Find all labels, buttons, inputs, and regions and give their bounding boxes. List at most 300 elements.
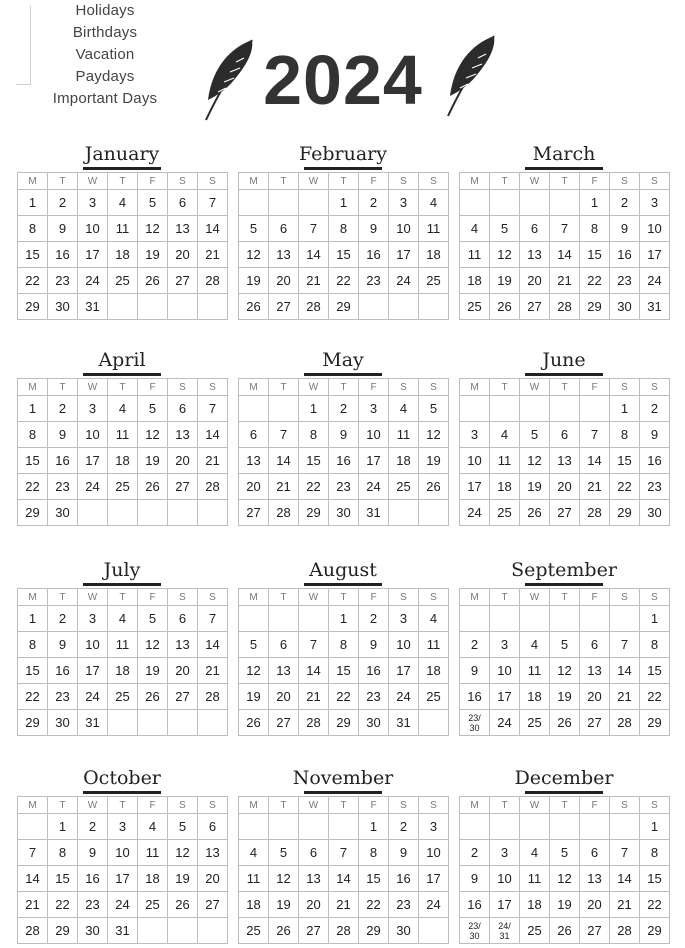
day-cell: 11 (108, 216, 138, 242)
empty-day-cell (108, 500, 138, 526)
day-cell: 13 (269, 242, 299, 268)
day-cell: 12 (550, 866, 580, 892)
day-cell: 29 (359, 918, 389, 944)
day-cell: 16 (48, 448, 78, 474)
month-underline (525, 583, 603, 586)
month-days-grid (238, 588, 449, 736)
empty-day-cell (108, 294, 138, 320)
day-cell: 29 (640, 918, 670, 944)
day-cell: 19 (138, 658, 168, 684)
day-cell: 18 (419, 242, 449, 268)
weekday-header: S (419, 379, 449, 396)
day-cell: 4 (108, 190, 138, 216)
month-name: March (532, 143, 596, 165)
day-cell: 4 (389, 396, 419, 422)
day-cell: 2 (460, 840, 490, 866)
day-cell: 18 (520, 684, 550, 710)
day-cell: 13 (580, 866, 610, 892)
day-cell: 23 (48, 684, 78, 710)
day-cell: 10 (490, 866, 520, 892)
day-cell: 6 (580, 840, 610, 866)
day-cell: 9 (460, 658, 490, 684)
day-cell: 7 (18, 840, 48, 866)
day-cell: 13 (168, 632, 198, 658)
day-cell: 15 (299, 448, 329, 474)
day-cell: 25 (108, 474, 138, 500)
day-cell: 23 (389, 892, 419, 918)
weekday-header: S (419, 173, 449, 190)
day-cell: 4 (419, 606, 449, 632)
day-cell: 25 (389, 474, 419, 500)
day-cell: 23/ 30 (460, 918, 490, 944)
month-days-grid (238, 172, 449, 320)
empty-day-cell (299, 606, 329, 632)
legend-item-vacation: Vacation (75, 46, 135, 63)
day-cell: 6 (520, 216, 550, 242)
weekday-header: S (419, 797, 449, 814)
day-cell: 11 (389, 422, 419, 448)
day-cell: 17 (389, 658, 419, 684)
day-cell: 22 (640, 684, 670, 710)
day-cell: 6 (580, 632, 610, 658)
day-cell: 22 (610, 474, 640, 500)
weekday-header: S (419, 589, 449, 606)
day-cell: 6 (269, 632, 299, 658)
empty-day-cell (550, 190, 580, 216)
empty-day-cell (580, 396, 610, 422)
day-cell: 30 (640, 500, 670, 526)
day-cell: 29 (18, 500, 48, 526)
day-cell: 12 (550, 658, 580, 684)
day-cell: 9 (48, 216, 78, 242)
day-cell: 19 (550, 892, 580, 918)
day-cell: 30 (610, 294, 640, 320)
day-cell: 3 (108, 814, 138, 840)
day-cell: 19 (550, 684, 580, 710)
weekday-header: M (460, 589, 490, 606)
month-name: October (83, 767, 161, 789)
day-cell: 23 (640, 474, 670, 500)
day-cell: 13 (168, 216, 198, 242)
day-cell: 30 (329, 500, 359, 526)
day-cell: 23 (329, 474, 359, 500)
weekday-header: S (198, 797, 228, 814)
day-cell: 20 (580, 892, 610, 918)
weekday-header: M (18, 589, 48, 606)
day-cell: 17 (78, 658, 108, 684)
day-cell: 31 (108, 918, 138, 944)
month-days-grid (459, 172, 670, 320)
weekday-header: M (239, 797, 269, 814)
day-cell: 11 (108, 422, 138, 448)
day-cell: 10 (78, 216, 108, 242)
day-cell: 11 (239, 866, 269, 892)
day-cell: 4 (460, 216, 490, 242)
day-cell: 29 (18, 294, 48, 320)
day-cell: 22 (299, 474, 329, 500)
day-cell: 28 (329, 918, 359, 944)
day-cell: 14 (198, 422, 228, 448)
empty-day-cell (269, 814, 299, 840)
weekday-header: M (239, 173, 269, 190)
day-cell: 3 (419, 814, 449, 840)
day-cell: 16 (48, 242, 78, 268)
day-cell: 15 (18, 448, 48, 474)
day-cell: 9 (48, 632, 78, 658)
day-cell: 26 (138, 474, 168, 500)
empty-day-cell (460, 606, 490, 632)
day-cell: 7 (580, 422, 610, 448)
day-cell: 10 (389, 632, 419, 658)
day-cell: 8 (640, 632, 670, 658)
weekday-header: S (198, 589, 228, 606)
weekday-header: S (168, 173, 198, 190)
month-name: January (84, 143, 160, 165)
day-cell: 17 (359, 448, 389, 474)
weekday-header: T (329, 379, 359, 396)
weekday-header: W (520, 589, 550, 606)
day-cell: 20 (580, 684, 610, 710)
day-cell: 21 (550, 268, 580, 294)
month-underline (304, 373, 382, 376)
day-cell: 14 (198, 216, 228, 242)
empty-day-cell (269, 190, 299, 216)
weekday-header: M (239, 589, 269, 606)
day-cell: 21 (198, 658, 228, 684)
empty-day-cell (490, 396, 520, 422)
day-cell: 24 (78, 268, 108, 294)
day-cell: 1 (329, 606, 359, 632)
weekday-header: W (299, 589, 329, 606)
empty-day-cell (168, 500, 198, 526)
day-cell: 10 (389, 216, 419, 242)
weekday-header: M (18, 797, 48, 814)
day-cell: 16 (359, 658, 389, 684)
month-underline (525, 167, 603, 170)
weekday-header: T (329, 797, 359, 814)
day-cell: 16 (460, 684, 490, 710)
feather-left-icon (200, 38, 260, 122)
day-cell: 22 (18, 474, 48, 500)
empty-day-cell (550, 606, 580, 632)
day-cell: 8 (329, 216, 359, 242)
day-cell: 9 (389, 840, 419, 866)
day-cell: 2 (48, 606, 78, 632)
day-cell: 5 (239, 632, 269, 658)
legend-item-paydays: Paydays (75, 68, 135, 85)
day-cell: 16 (610, 242, 640, 268)
empty-day-cell (460, 190, 490, 216)
day-cell: 18 (419, 658, 449, 684)
day-cell: 3 (389, 606, 419, 632)
day-cell: 20 (168, 448, 198, 474)
weekday-header: S (198, 379, 228, 396)
day-cell: 16 (460, 892, 490, 918)
day-cell: 15 (640, 866, 670, 892)
day-cell: 21 (198, 242, 228, 268)
day-cell: 24 (389, 268, 419, 294)
day-cell: 7 (610, 632, 640, 658)
day-cell: 1 (18, 606, 48, 632)
day-cell: 2 (78, 814, 108, 840)
weekday-header: M (460, 173, 490, 190)
day-cell: 18 (239, 892, 269, 918)
day-cell: 20 (168, 242, 198, 268)
day-cell: 19 (520, 474, 550, 500)
day-cell: 21 (580, 474, 610, 500)
empty-day-cell (550, 814, 580, 840)
day-cell: 26 (239, 294, 269, 320)
day-cell: 21 (329, 892, 359, 918)
day-cell: 8 (48, 840, 78, 866)
day-cell: 16 (48, 658, 78, 684)
day-cell: 25 (520, 918, 550, 944)
day-cell: 19 (138, 448, 168, 474)
day-cell: 18 (520, 892, 550, 918)
day-cell: 10 (490, 658, 520, 684)
empty-day-cell (138, 710, 168, 736)
day-cell: 29 (299, 500, 329, 526)
weekday-header: T (329, 173, 359, 190)
day-cell: 20 (198, 866, 228, 892)
day-cell: 23 (78, 892, 108, 918)
day-cell: 25 (138, 892, 168, 918)
day-cell: 30 (78, 918, 108, 944)
day-cell: 5 (138, 190, 168, 216)
day-cell: 12 (239, 658, 269, 684)
day-cell: 18 (138, 866, 168, 892)
day-cell: 22 (359, 892, 389, 918)
day-cell: 3 (78, 606, 108, 632)
day-cell: 28 (18, 918, 48, 944)
weekday-header: W (78, 589, 108, 606)
day-cell: 25 (520, 710, 550, 736)
weekday-header: T (490, 797, 520, 814)
day-cell: 29 (48, 918, 78, 944)
day-cell: 22 (48, 892, 78, 918)
empty-day-cell (419, 500, 449, 526)
weekday-header: F (138, 589, 168, 606)
month-name: December (514, 767, 614, 789)
weekday-header: W (78, 379, 108, 396)
day-cell: 14 (610, 658, 640, 684)
day-cell: 18 (490, 474, 520, 500)
day-cell: 11 (419, 216, 449, 242)
empty-day-cell (419, 294, 449, 320)
day-cell: 24 (460, 500, 490, 526)
day-cell: 6 (269, 216, 299, 242)
weekday-header: W (520, 379, 550, 396)
month-name: July (103, 559, 141, 581)
day-cell: 18 (460, 268, 490, 294)
empty-day-cell (198, 710, 228, 736)
day-cell: 20 (269, 684, 299, 710)
day-cell: 28 (198, 268, 228, 294)
day-cell: 17 (460, 474, 490, 500)
empty-day-cell (389, 294, 419, 320)
day-cell: 4 (520, 632, 550, 658)
month-days-grid (17, 588, 228, 736)
day-cell: 1 (299, 396, 329, 422)
empty-day-cell (490, 606, 520, 632)
day-cell: 18 (108, 448, 138, 474)
year-title: 2024 (263, 41, 423, 119)
day-cell: 4 (419, 190, 449, 216)
day-cell: 8 (610, 422, 640, 448)
day-cell: 5 (490, 216, 520, 242)
day-cell: 3 (78, 190, 108, 216)
day-cell: 17 (640, 242, 670, 268)
weekday-header: W (299, 379, 329, 396)
month-name: November (292, 767, 394, 789)
empty-day-cell (550, 396, 580, 422)
day-cell: 27 (520, 294, 550, 320)
day-cell: 15 (610, 448, 640, 474)
day-cell: 21 (299, 268, 329, 294)
day-cell: 15 (359, 866, 389, 892)
empty-day-cell (198, 500, 228, 526)
day-cell: 3 (389, 190, 419, 216)
day-cell: 14 (299, 242, 329, 268)
day-cell: 1 (48, 814, 78, 840)
day-cell: 25 (108, 684, 138, 710)
day-cell: 1 (329, 190, 359, 216)
empty-day-cell (239, 814, 269, 840)
day-cell: 5 (269, 840, 299, 866)
day-cell: 23/ 30 (460, 710, 490, 736)
day-cell: 3 (490, 840, 520, 866)
day-cell: 2 (640, 396, 670, 422)
empty-day-cell (520, 396, 550, 422)
weekday-header: S (168, 589, 198, 606)
day-cell: 19 (269, 892, 299, 918)
day-cell: 20 (299, 892, 329, 918)
empty-day-cell (299, 190, 329, 216)
month-underline (304, 583, 382, 586)
weekday-header: W (299, 797, 329, 814)
day-cell: 2 (48, 396, 78, 422)
day-cell: 14 (198, 632, 228, 658)
day-cell: 20 (269, 268, 299, 294)
empty-day-cell (419, 710, 449, 736)
day-cell: 10 (640, 216, 670, 242)
day-cell: 17 (78, 242, 108, 268)
day-cell: 25 (419, 684, 449, 710)
day-cell: 9 (610, 216, 640, 242)
day-cell: 26 (550, 710, 580, 736)
empty-day-cell (138, 294, 168, 320)
day-cell: 12 (419, 422, 449, 448)
weekday-header: T (48, 379, 78, 396)
day-cell: 2 (359, 606, 389, 632)
day-cell: 24 (359, 474, 389, 500)
weekday-header: T (550, 589, 580, 606)
day-cell: 7 (610, 840, 640, 866)
day-cell: 4 (490, 422, 520, 448)
day-cell: 19 (490, 268, 520, 294)
day-cell: 28 (610, 710, 640, 736)
day-cell: 7 (329, 840, 359, 866)
day-cell: 16 (389, 866, 419, 892)
day-cell: 26 (269, 918, 299, 944)
weekday-header: F (359, 589, 389, 606)
day-cell: 5 (419, 396, 449, 422)
day-cell: 19 (419, 448, 449, 474)
weekday-header: T (108, 589, 138, 606)
day-cell: 17 (490, 684, 520, 710)
day-cell: 18 (108, 242, 138, 268)
day-cell: 1 (580, 190, 610, 216)
day-cell: 12 (138, 632, 168, 658)
day-cell: 11 (138, 840, 168, 866)
day-cell: 26 (138, 684, 168, 710)
weekday-header: W (520, 797, 550, 814)
day-cell: 8 (640, 840, 670, 866)
empty-day-cell (78, 500, 108, 526)
day-cell: 7 (550, 216, 580, 242)
day-cell: 23 (48, 474, 78, 500)
day-cell: 15 (640, 658, 670, 684)
day-cell: 22 (580, 268, 610, 294)
day-cell: 28 (198, 474, 228, 500)
day-cell: 1 (610, 396, 640, 422)
day-cell: 8 (299, 422, 329, 448)
weekday-header: F (580, 797, 610, 814)
weekday-header: F (580, 379, 610, 396)
weekday-header: W (520, 173, 550, 190)
empty-day-cell (269, 396, 299, 422)
day-cell: 6 (168, 396, 198, 422)
day-cell: 15 (329, 658, 359, 684)
day-cell: 12 (168, 840, 198, 866)
day-cell: 15 (48, 866, 78, 892)
day-cell: 28 (299, 710, 329, 736)
month-name: April (98, 349, 146, 371)
month-days-grid (459, 378, 670, 526)
feather-right-icon (440, 34, 500, 118)
day-cell: 14 (610, 866, 640, 892)
day-cell: 23 (610, 268, 640, 294)
month-underline (83, 373, 161, 376)
empty-day-cell (299, 814, 329, 840)
day-cell: 12 (269, 866, 299, 892)
day-cell: 23 (48, 268, 78, 294)
day-cell: 29 (640, 710, 670, 736)
legend-item-important-days: Important Days (52, 90, 158, 107)
day-cell: 27 (239, 500, 269, 526)
day-cell: 25 (419, 268, 449, 294)
weekday-header: F (138, 379, 168, 396)
day-cell: 26 (168, 892, 198, 918)
day-cell: 25 (460, 294, 490, 320)
empty-day-cell (460, 396, 490, 422)
weekday-header: M (460, 797, 490, 814)
day-cell: 3 (460, 422, 490, 448)
day-cell: 12 (138, 422, 168, 448)
day-cell: 30 (359, 710, 389, 736)
day-cell: 13 (299, 866, 329, 892)
day-cell: 11 (108, 632, 138, 658)
empty-day-cell (520, 606, 550, 632)
day-cell: 31 (78, 294, 108, 320)
day-cell: 14 (550, 242, 580, 268)
weekday-header: M (239, 379, 269, 396)
month-days-grid (238, 378, 449, 526)
day-cell: 22 (329, 268, 359, 294)
weekday-header: T (490, 173, 520, 190)
month-underline (525, 373, 603, 376)
weekday-header: T (48, 173, 78, 190)
